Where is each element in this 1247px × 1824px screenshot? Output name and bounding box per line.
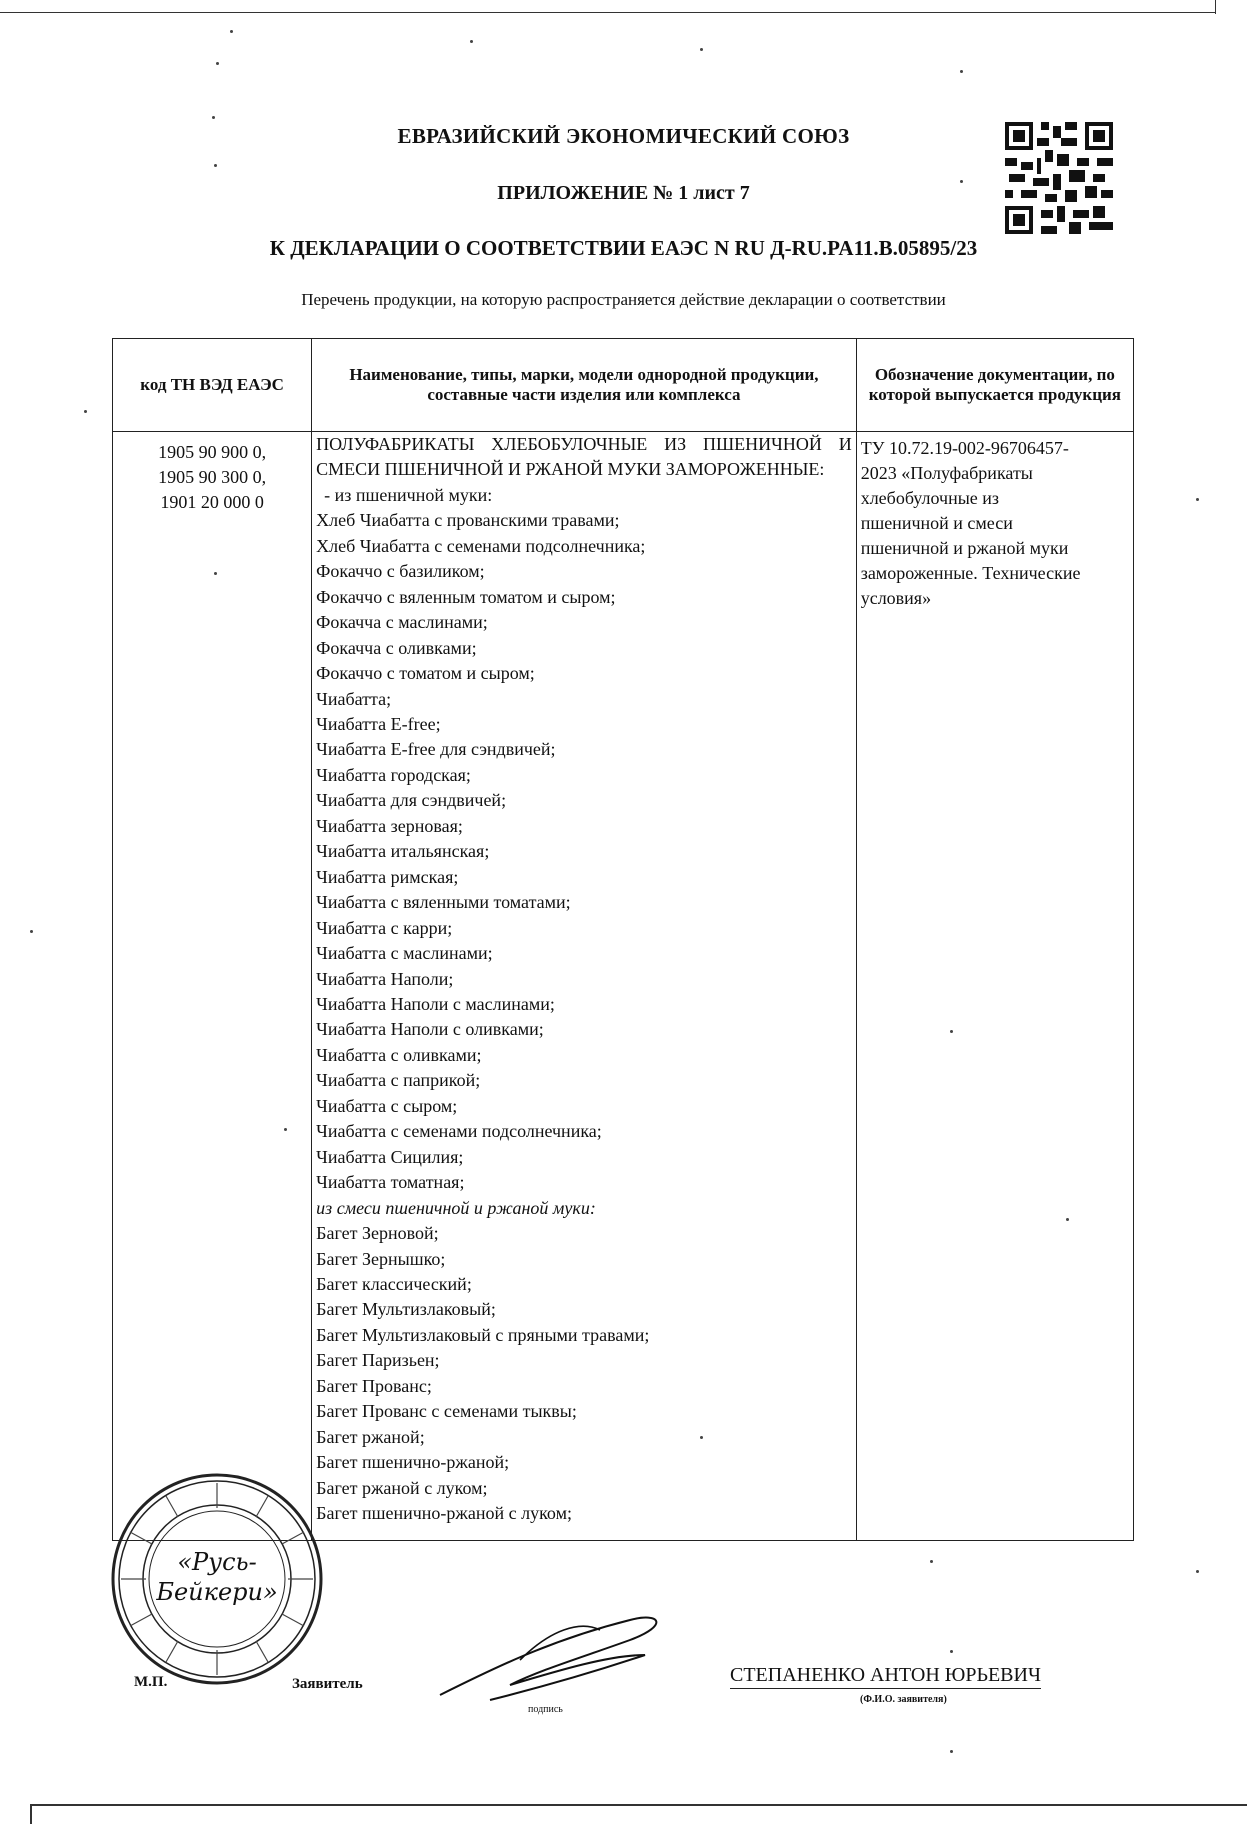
stamp-place-label: М.П. xyxy=(134,1674,168,1690)
group2-list xyxy=(316,1221,852,1526)
list-item: Багет ржаной; xyxy=(316,1426,425,1447)
stamp-text-line-1: «Русь- xyxy=(177,1548,257,1576)
doc-line: пшеничной и ржаной муки xyxy=(860,538,1069,558)
list-item: Багет Мультизлаковый; xyxy=(316,1299,496,1320)
code-cell xyxy=(113,432,312,1541)
doc-line: условия» xyxy=(860,588,932,608)
signature-caption: подпись xyxy=(528,1704,563,1715)
list-item: Чиабатта с оливками; xyxy=(316,1044,482,1065)
applicant-name-caption: (Ф.И.О. заявителя) xyxy=(860,1694,947,1705)
list-item: Чиабатта Наполи с оливками; xyxy=(316,1019,544,1040)
list-item: Багет Мультизлаковый с пряными травами; xyxy=(316,1324,650,1345)
doc-lines xyxy=(861,436,1129,611)
list-item: Чиабатта итальянская; xyxy=(316,841,490,862)
list-item: Чиабатта городская; xyxy=(316,764,471,785)
code-line: 1905 90 900 0, xyxy=(158,442,267,462)
list-item: Чиабатта томатная; xyxy=(316,1172,465,1193)
list-item: Чиабатта E-free для сэндвичей; xyxy=(316,739,556,760)
list-item: Багет Зерновой; xyxy=(316,1223,439,1244)
group-title: из смеси пшеничной и ржаной муки: xyxy=(316,1197,596,1218)
scan-border-right xyxy=(1215,0,1216,14)
list-item: Чиабатта с сыром; xyxy=(316,1095,458,1116)
list-item: Чиабатта E-free; xyxy=(316,713,441,734)
group1-list xyxy=(316,508,852,1195)
scan-border-left xyxy=(30,1804,32,1824)
list-item: Чиабатта; xyxy=(316,688,392,709)
list-item: Хлеб Чиабатта с семенами подсолнечника; xyxy=(316,535,646,556)
list-item: Хлеб Чиабатта с прованскими травами; xyxy=(316,510,620,531)
applicant-name: СТЕПАНЕНКО АНТОН ЮРЬЕВИЧ xyxy=(730,1664,1041,1689)
list-subtitle: Перечень продукции, на которую распространяется действие декларации о соответствии xyxy=(301,290,946,309)
doc-line: замороженные. Технические xyxy=(860,563,1081,583)
list-item: Чиабатта с семенами подсолнечника; xyxy=(316,1121,602,1142)
list-item: Чиабатта Наполи с маслинами; xyxy=(316,993,555,1014)
stamp-text-line-2: Бейкери» xyxy=(156,1578,278,1606)
list-item: Багет Прованс с семенами тыквы; xyxy=(316,1401,577,1422)
group-title: - из пшеничной муки: xyxy=(324,484,493,505)
list-item: Чиабатта для сэндвичей; xyxy=(316,790,507,811)
list-item: Фокачча с маслинами; xyxy=(316,612,488,633)
list-item: Багет пшенично-ржаной с луком; xyxy=(316,1503,572,1524)
list-item: Багет Паризьен; xyxy=(316,1350,440,1371)
header-name: Наименование, типы, марки, модели однородной продукции, составные части изделия или комплекса xyxy=(312,339,857,432)
list-item: Чиабатта Сицилия; xyxy=(316,1146,464,1167)
company-stamp-icon xyxy=(108,1470,326,1688)
list-item: Фокачча с оливками; xyxy=(316,637,477,658)
list-item: Фокаччо с томатом и сыром; xyxy=(316,663,535,684)
scan-border-top xyxy=(0,12,1215,13)
list-item: Чиабатта Наполи; xyxy=(316,968,454,989)
list-item: Багет Зернышко; xyxy=(316,1248,446,1269)
applicant-label: Заявитель xyxy=(292,1676,363,1692)
doc-cell xyxy=(856,432,1133,1541)
list-item: Чиабатта с маслинами; xyxy=(316,943,493,964)
list-item: Чиабатта римская; xyxy=(316,866,459,887)
product-table xyxy=(112,338,1134,1541)
list-item: Багет классический; xyxy=(316,1273,472,1294)
list-item: Чиабатта зерновая; xyxy=(316,815,463,836)
list-item: Фокаччо с базиликом; xyxy=(316,561,485,582)
product-heading: ПОЛУФАБРИКАТЫ ХЛЕБОБУЛОЧНЫЕ ИЗ ПШЕНИЧНОЙ И СМЕСИ ПШЕНИЧНОЙ И РЖАНОЙ МУКИ ЗАМОРОЖЕННЫЕ: xyxy=(316,434,852,480)
list-item: Фокаччо с вяленным томатом и сыром; xyxy=(316,586,616,607)
doc-line: ТУ 10.72.19-002-96706457- xyxy=(860,438,1069,458)
names-cell xyxy=(312,432,857,1541)
header-code: код ТН ВЭД ЕАЭС xyxy=(113,339,312,432)
doc-line: хлебобулочные из xyxy=(860,488,1000,508)
code-line: 1901 20 000 0 xyxy=(160,492,264,512)
doc-line: 2023 «Полуфабрикаты xyxy=(860,463,1033,483)
list-item: Чиабатта с паприкой; xyxy=(316,1070,481,1091)
table-header-row xyxy=(113,339,1134,432)
header-doc: Обозначение документации, по которой выпускается продукция xyxy=(856,339,1133,432)
union-title: ЕВРАЗИЙСКИЙ ЭКОНОМИЧЕСКИЙ СОЮЗ xyxy=(397,124,850,148)
list-item: Багет пшенично-ржаной; xyxy=(316,1452,510,1473)
list-item: Чиабатта с вяленными томатами; xyxy=(316,892,571,913)
list-item: Багет ржаной с луком; xyxy=(316,1477,488,1498)
appendix-title: ПРИЛОЖЕНИЕ № 1 лист 7 xyxy=(497,182,750,204)
table-row xyxy=(113,432,1134,1541)
scan-border-bottom xyxy=(30,1804,1247,1806)
list-item: Багет Прованс; xyxy=(316,1375,432,1396)
list-item: Чиабатта с карри; xyxy=(316,917,453,938)
signature-icon xyxy=(430,1600,680,1710)
doc-line: пшеничной и смеси xyxy=(860,513,1013,533)
qr-code-icon xyxy=(1005,122,1113,234)
code-line: 1905 90 300 0, xyxy=(158,467,267,487)
declaration-title: К ДЕКЛАРАЦИИ О СООТВЕТСТВИИ ЕАЭС N RU Д-RU.PA11.B.05895/23 xyxy=(269,236,978,260)
